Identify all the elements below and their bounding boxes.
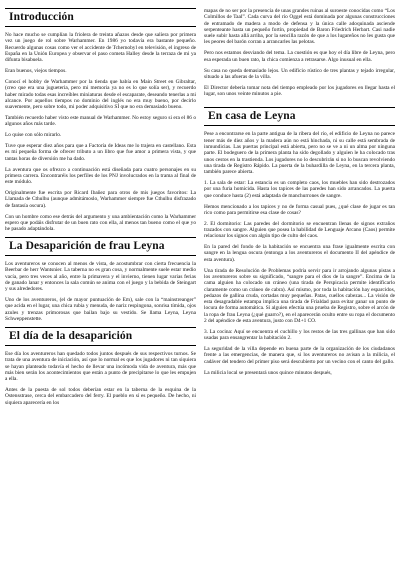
paragraph: También recuerdo haber visto este manual de Warhammer. No estoy seguro si era el 86 o algunos años más tarde. bbox=[5, 115, 196, 128]
paragraph: Lo quise con sólo mirarlo. bbox=[5, 132, 62, 139]
paragraph: Conocí el hobby de Warhammer por la tienda que había en Main Street en Gibraltar, (creo que era una jugueteria, pero mi memoria ya no es lo que solía ser), y recuerdo haber mirado todas esas increíbles miniaturas desde el escaparate, deseando tenerlas a mi alcance. Por aquellos tiempos no dominio del inglés no era muy bueno, por decirlo suavemente, pero sobre todo, mi poder adquisitivo SÍ que no era demasiado bueno. bbox=[5, 78, 196, 111]
paragraph: Hemos mencionado a los tapices y no de forma casual pues, ¿qué clase de jugar es tan rico como para permitirse esa clase de cosas? bbox=[204, 203, 395, 216]
section-title-dia-desaparicion: El día de la desaparición bbox=[5, 327, 196, 346]
paragraph: Pese a encontrarse en la parte antigua de la ribera del río, el edificio de Leyna no parece tener más de diez años y la madera aún no está hinchada, ni su calle está sembrada de inmundicias. Las puertas principal está abierta, pero no se ve a ni un alma por ninguna parte. El bodeguero de la primera planta ha sido degollado y alguien le ha colocado tras unos cestos en la trastienda. Los jugadores no lo descubrirán si no lo buscan revolviendo una tirada de Registro Rápido. La puerta de la buhardilla de Leyna, en la tercera planta, también parece abierta. bbox=[204, 131, 395, 176]
paragraph: mapas de no ser por la presencia de unas grandes ruinas al suroeste conocidas como “Los Colmillos de Taal”. Cada curva del río Oggel está dominada por algunas construcciones de entramado de madera a modo de defensa y la única calle adoquinada asciende serpenteante hasta un pequeño fortín, propiedad de Baron Friedrich Herbart. Casi nadie suele subir hasta allá arriba, por la sencilla razón de que a los lugareños no les gusta que les peores del barón corran a arrancarles las pelotas. bbox=[204, 8, 395, 46]
paragraph: Una tirada de Resolución de Problemas podría servir para ir arrojando algunas pistas a los aventureros sobre su significado, “sangre para el dios de la sangre”. Encima de la cama alguien ha colocado un cráneo (una tirada de Perspicacia permite identificarlo claramente como un cráneo de cabra). Así mismo, por toda la habitación hay esparcidos, pedazos de gallina cruda, cortadas muy pequeñas. Patas, cuellos cabezas... La visión de esta desagradable estampa implica una tirada de Frialdad para evitar ganar un punto de locura de forma automática. Si alguien efectúa una prueba de Registro, sobre el arcón de la ropa de frau Leyna (¿qué guarro?), en el aparecerán oculto entre su ropa el documento 2 del apéndice de esta aventura, justo con D4+1 CO. bbox=[204, 267, 395, 325]
paragraph: En la pared del fondo de la habitación se encuentra una frase igualmente escrita con sangre en la lengua oscura (entonga a los aventureros el documento II del apéndice de esta aventura). bbox=[204, 244, 395, 263]
section-title-casa-leyna: En casa de Leyna bbox=[204, 107, 395, 126]
paragraph: La aventura que os ofrezco a continuación está diseñada para cuatro personajes en su primera carrera. Encontraréis los perfiles de los PNJ involucrados en la trama al final de este módulo. bbox=[5, 166, 196, 186]
section-title-desaparicion: La Desaparición de frau Leyna bbox=[5, 237, 196, 256]
paragraph: 2. El dormitorio: Las paredes del dormitorio se encuentran llenas de signos extraños trazados con sangre. Alguien que posea la habilidad de Lenguaje Arcano (Caos) permite relacionar los signos con algún tipo de culto del caos. bbox=[204, 220, 395, 240]
paragraph: El Director debería tomar nota del tiempo empleado por los jugadores en llegar hasta el lugar, son unos veinte minutos a pie. bbox=[204, 84, 395, 98]
paragraph: Antes de la puesta de sol todos deberían estar en la taberna de la esquina de la Ostensstrase, cerca del embarcadero del ferry. El pueblo en sí es pequeño. De hecho, ni siquiera aparecería en los bbox=[5, 387, 196, 406]
paragraph: No hace mucho se cumplían la friolera de treinta añazos desde que salíera por primera vez un juego de rol sobre Warhammer. En 1986 yo todavía era bastante pequeño. Recuerdo algunas cosas como ver el accidente de Tchernobyl en televisión, el ingreso de España en la Unión Europea y observar el paso cometa Halley desde la terraza de mi ya difunta bisabuela. bbox=[5, 32, 196, 64]
paragraph: Ese día los aventureros han quedado todos juntos después de sus respectivos turnos. Se trata de una aventura de iniciación, así que lo normal es que los jugadores ni tan siquiera se hayan planteado todavía el hecho de llevar una incómoda vida de aventura, más que más bien serán los acontecimientos que están a punto de precipitarse lo que les empujen a ella. bbox=[5, 350, 196, 383]
paragraph: 1. La sala de estar: La estancia es un completo caos, los muebles han sido destrozados por una furia homicida. Hasta los tapices de las paredes han sido arrancados. La puerta que conduce hasta (2) está adaptada de manchurrones de sangre. bbox=[204, 180, 395, 199]
paragraph: Originalmente fue escrita por Ricard Ibañez para otros de mis juegos favoritos: La Llamada de Cthulhu (aunque admitámoslo, Warhammer siempre fue Cthulhu disfrazado de fantasía oscura). bbox=[5, 190, 196, 209]
paragraph: La seguridad de la villa depende en buena parte de la organización de los ciudadanos frente a las emergencias, de manera que, si los aventureros no avisan a la milicia, el cadáver del tendero del primer piso será descubierto por un vecino con el canto del gallo. bbox=[204, 346, 395, 365]
paragraph: Con un hombre como ese detrás del argumento y una ambientación como la Warhammer espero que podáis disfrutar de un buen rato con ella, al menos tan bueno como el que yo he pasado adaptándola. bbox=[5, 213, 196, 233]
paragraph: Uno de los aventureros, (el de mayor puntuación de Em), sale con la “mainstreanger” que acida en el lugar, una chica rubia y menuda, de nariz respingona, sonrisa tímida, ojos azules y trenzas primorosas que bailan bajo su vestido. Se llama Leyna, Leyna Schweppenstette. bbox=[5, 297, 196, 323]
paragraph: Eran buenos, viejos tiempos. bbox=[5, 68, 67, 75]
paragraph: Pero nos estamos desviando del tema. La cuestión es que hoy el día libre de Leyna, pero esa esperada un buen rato, la chica comienza a retrasarse. Algo inusual en ella. bbox=[204, 50, 395, 63]
section-title-introduccion: Introducción bbox=[5, 8, 196, 27]
paragraph: La milicia local se presentará unos quince minutos después, bbox=[204, 369, 332, 376]
paragraph: Tuve que esperar diez años para que a Factoría de Ideas me lo trajera en castellano. Esta es mi pequeña forma de ofrecer tributo a un libro que fue amor a primera vista, y que tantas horas de diversión me ha dado. bbox=[5, 143, 196, 162]
paragraph: 3. La cocina: Aquí se encuentra el cuchillo y los restos de las tres gallinas que han sido usadas para ensangrentar la habitación 2. bbox=[204, 328, 395, 342]
paragraph: Su casa no queda demasiado lejos. Un edificio rústico de tres plantas y tejado irregular, situado a las afueras de la villa. bbox=[204, 67, 395, 80]
left-column bbox=[5, 8, 196, 568]
right-column bbox=[204, 8, 395, 568]
paragraph: Los aventureros se conocen al menos de vista, de acostumbrar con cierta frecuencia la Beerbar de herr Wantsnier. La taberna no es gran cosa, y normalmente suele estar medio vacía, pero tres veces al año, entre la primavera y el invierno, tienen lugar varias ferias de ganado lanar y entonces la sala común se anima con el juego y la bebida de Steingart y sus alrededores. bbox=[5, 261, 196, 293]
